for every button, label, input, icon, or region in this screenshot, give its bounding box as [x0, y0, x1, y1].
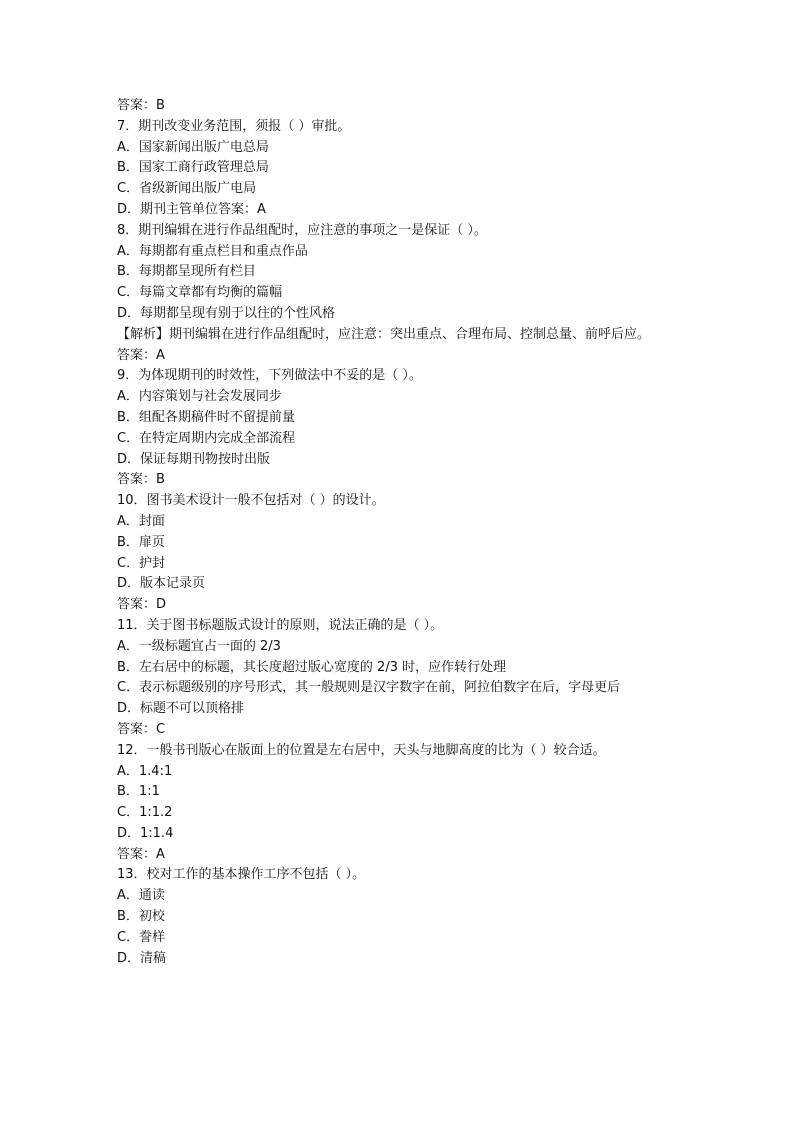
option-line: B．扉页	[117, 534, 165, 550]
question-10: 10．图书美术设计一般不包括对（ ）的设计。	[117, 493, 385, 509]
analysis-paragraph: 【解析】期刊编辑在进行作品组配时，应注意：突出重点、合理布局、控制总量、前呼后应。	[117, 326, 651, 342]
option-line: D．期刊主管单位答案：A	[117, 201, 266, 217]
question-11: 11．关于图书标题版式设计的原则，说法正确的是（ ）。	[117, 617, 444, 633]
option-line: B．国家工商行政管理总局	[117, 160, 269, 176]
option-line: B．1:1	[117, 784, 160, 800]
question-7: 7．期刊改变业务范围，须报（ ）审批。	[117, 118, 351, 134]
option-line: C．表示标题级别的序号形式，其一般规则是汉字数字在前，阿拉伯数字在后，字母更后	[117, 680, 621, 696]
option-line: D．版本记录页	[117, 576, 206, 592]
option-line: B．左右居中的标题，其长度超过版心宽度的 2/3 时，应作转行处理	[117, 659, 507, 675]
option-line: D．每期都呈现有别于以往的个性风格	[117, 305, 336, 321]
option-line: B．每期都呈现所有栏目	[117, 264, 256, 280]
answer-line: 答案：B	[117, 472, 165, 488]
option-line: C．在特定周期内完成全部流程	[117, 430, 296, 446]
option-line: C．1:1.2	[117, 805, 173, 821]
option-line: A．1.4:1	[117, 763, 173, 779]
option-line: A．每期都有重点栏目和重点作品	[117, 243, 308, 259]
option-line: D．1:1.4	[117, 825, 174, 841]
answer-line: 答案：A	[117, 846, 165, 862]
question-8: 8．期刊编辑在进行作品组配时，应注意的事项之一是保证（ ）。	[117, 222, 487, 238]
answer-line: 答案：A	[117, 347, 165, 363]
option-line: C．每篇文章都有均衡的篇幅	[117, 285, 283, 301]
answer-line: 答案：C	[117, 721, 166, 737]
option-line: C．誊样	[117, 929, 166, 945]
option-line: A．一级标题宜占一面的 2/3	[117, 638, 281, 654]
option-line: D．清稿	[117, 950, 167, 966]
answer-line: 答案：B	[117, 98, 165, 113]
option-line: B．初校	[117, 909, 165, 925]
option-line: A．通读	[117, 888, 165, 904]
option-line: A．封面	[117, 513, 165, 529]
question-9: 9．为体现期刊的时效性，下列做法中不妥的是（ ）。	[117, 368, 422, 384]
question-12: 12．一般书刊版心在版面上的位置是左右居中，天头与地脚高度的比为（ ）较合适。	[117, 742, 606, 758]
option-line: D．标题不可以顶格排	[117, 701, 245, 717]
option-line: C．省级新闻出版广电局	[117, 181, 257, 197]
question-13: 13．校对工作的基本操作工序不包括（ ）。	[117, 867, 366, 883]
document-page	[117, 96, 677, 969]
option-line: A．内容策划与社会发展同步	[117, 389, 282, 405]
option-line: A．国家新闻出版广电总局	[117, 139, 269, 155]
option-line: D．保证每期刊物按时出版	[117, 451, 271, 467]
option-line: B．组配各期稿件时不留提前量	[117, 409, 295, 425]
answer-line: 答案：D	[117, 597, 167, 613]
option-line: C．护封	[117, 555, 166, 571]
